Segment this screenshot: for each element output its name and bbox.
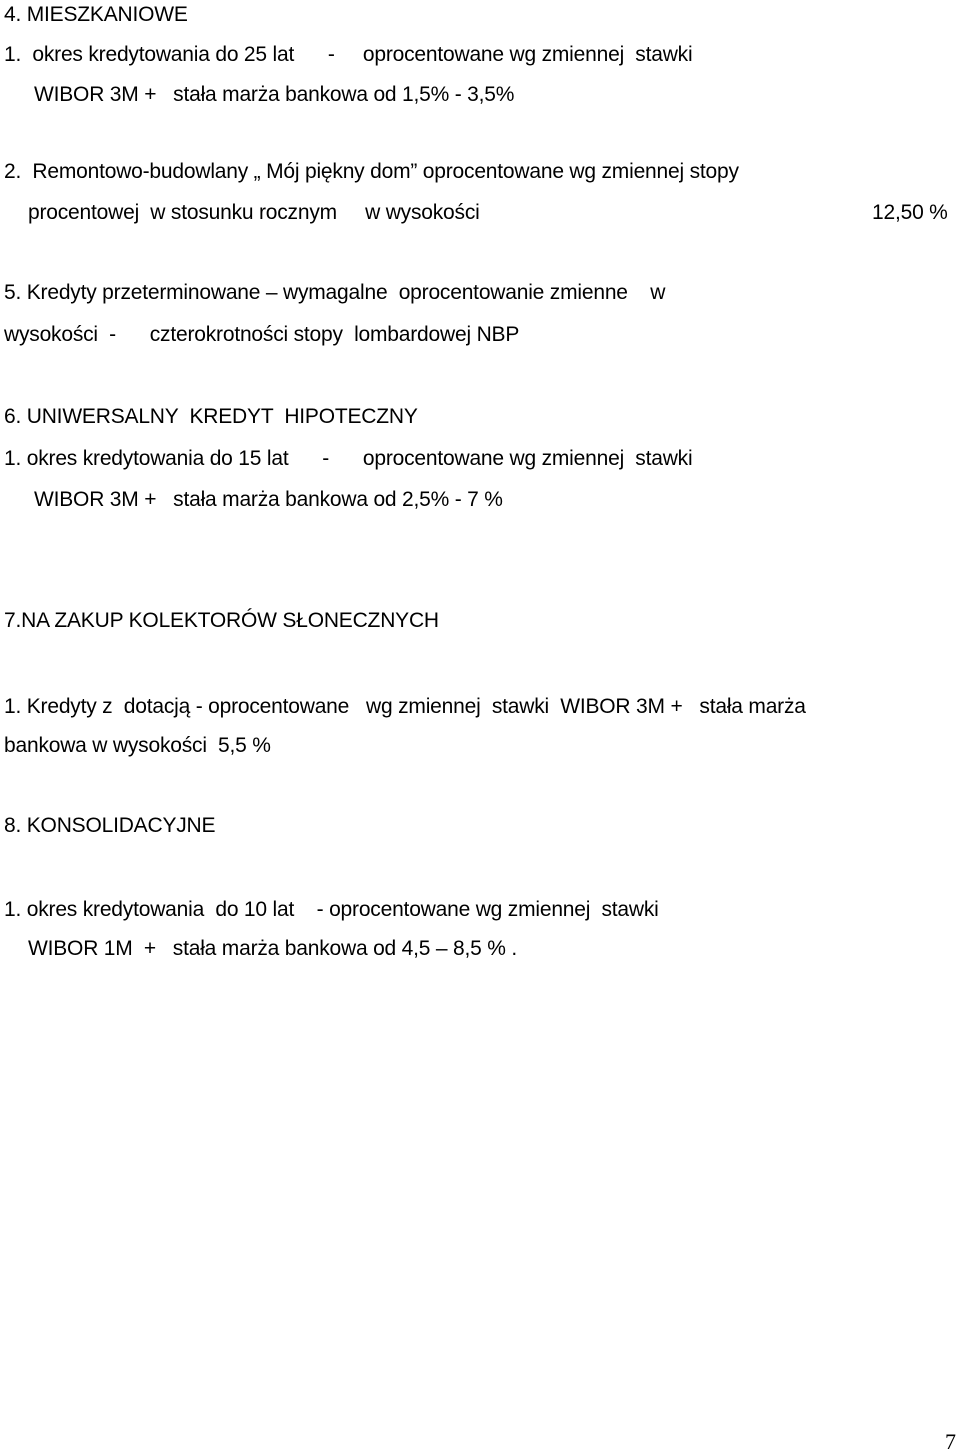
text-line: wysokości - czterokrotności stopy lombardowej NBP	[4, 323, 520, 346]
text-line: 2. Remontowo-budowlany „ Mój piękny dom” oprocentowane wg zmiennej stopy	[4, 160, 739, 183]
text-line: procentowej w stosunku rocznym w wysokości	[28, 201, 480, 224]
section-heading-uniwersalny: 6. UNIWERSALNY KREDYT HIPOTECZNY	[4, 405, 418, 428]
section-heading-konsolidacyjne: 8. KONSOLIDACYJNE	[4, 814, 216, 837]
text-line: 1. okres kredytowania do 10 lat - oprocentowane wg zmiennej stawki	[4, 898, 659, 921]
text-line: WIBOR 3M + stała marża bankowa od 2,5% - 7 %	[34, 488, 503, 511]
text-line: 1. okres kredytowania do 15 lat - oprocentowane wg zmiennej stawki	[4, 447, 693, 470]
text-line: WIBOR 1M + stała marża bankowa od 4,5 – 8,5 % .	[28, 937, 517, 960]
text-line: WIBOR 3M + stała marża bankowa od 1,5% - 3,5%	[34, 83, 515, 106]
rate-value: 12,50 %	[872, 201, 948, 224]
section-heading-kolektory: 7.NA ZAKUP KOLEKTORÓW SŁONECZNYCH	[4, 609, 439, 632]
text-line: 1. Kredyty z dotacją - oprocentowane wg zmiennej stawki WIBOR 3M + stała marża	[4, 695, 806, 718]
text-line: bankowa w wysokości 5,5 %	[4, 734, 271, 757]
text-line: 1. okres kredytowania do 25 lat - oprocentowane wg zmiennej stawki	[4, 43, 693, 66]
text-line: 5. Kredyty przeterminowane – wymagalne oprocentowanie zmienne w	[4, 281, 666, 304]
page-number: 7	[945, 1429, 956, 1454]
section-heading-mieszkaniowe: 4. MIESZKANIOWE	[4, 3, 188, 26]
